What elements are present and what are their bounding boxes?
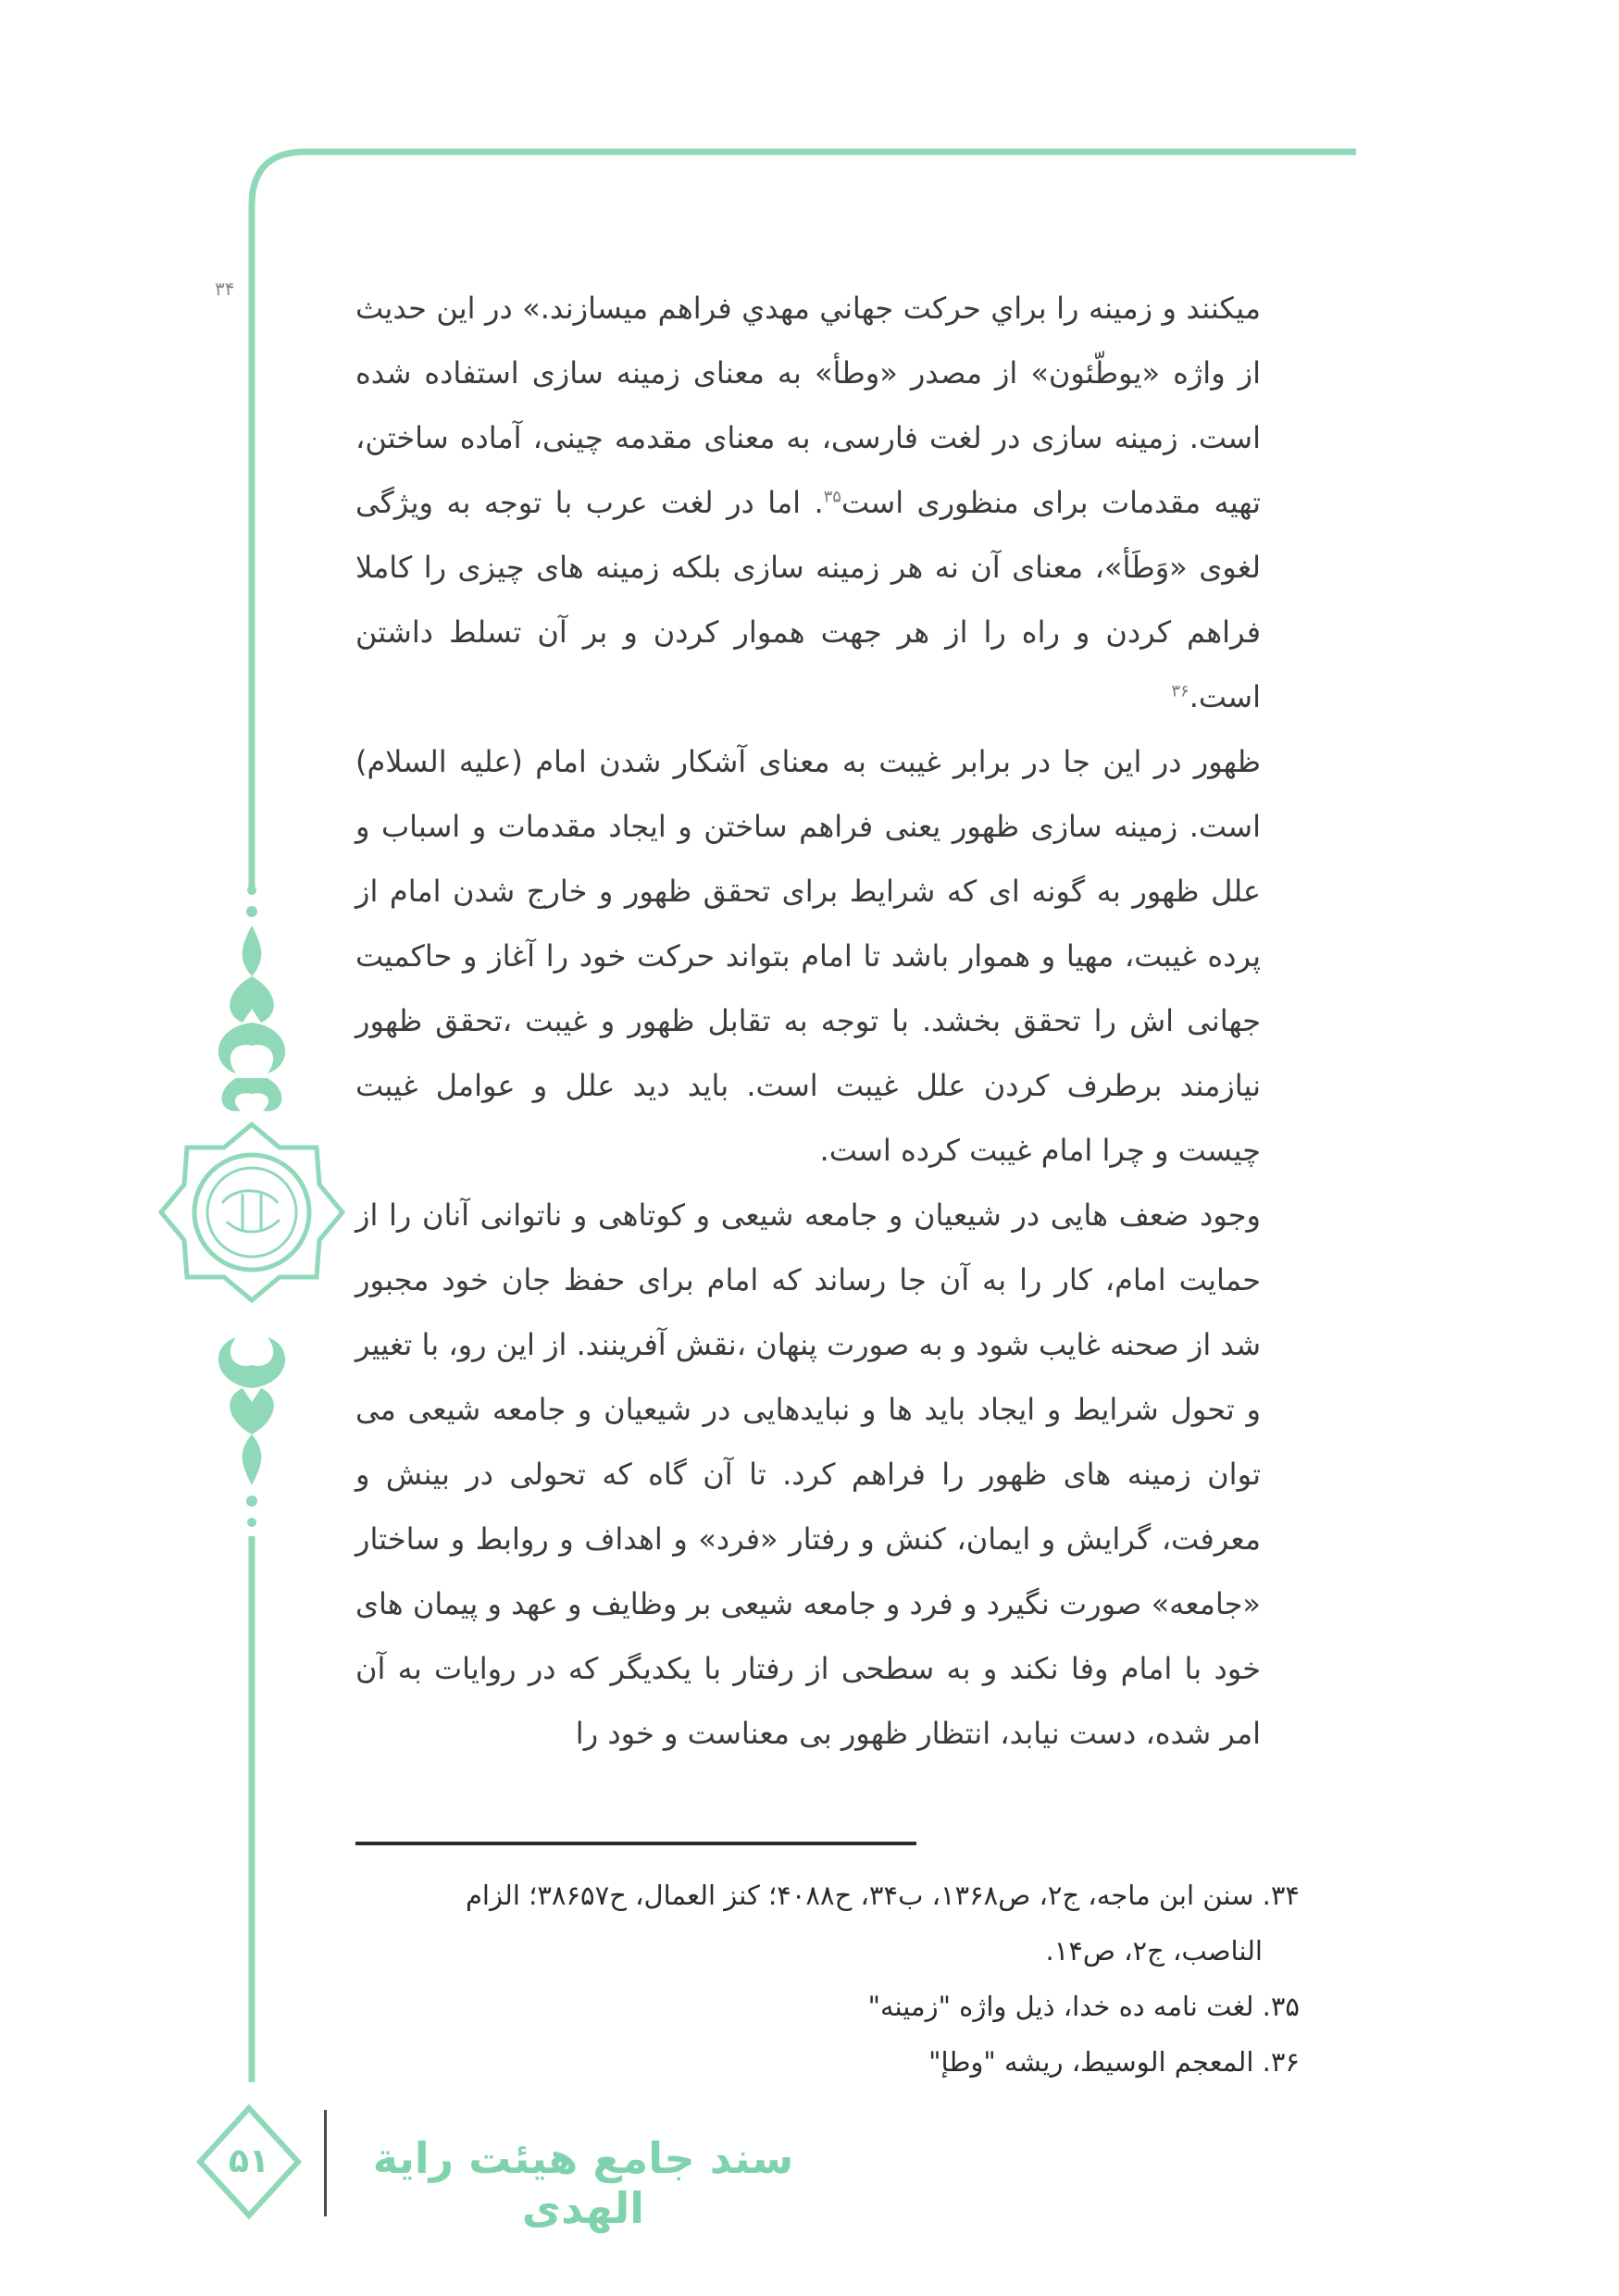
paragraph-1-text-a: میکنند و زمینه را براي حرکت جهاني مهدي فراهم میسازند.» در این حدیث از واژه «یوطّئون» از مصدر «وطأ» به معنای زمینه سازی استفاده شده است. زمینه سازی در لغت فارسی، به معنای مقدمه چینی، آماده ساختن، تهیه مقدمات برای منظوری است <box>355 291 1262 520</box>
paragraph-1 <box>355 276 1261 729</box>
margin-footnote-number: ۳۴ <box>215 278 235 300</box>
footnote-36: ۳۶. المعجم الوسیط، ریشه "وطإ" <box>928 2046 1300 2078</box>
medallion <box>161 1124 342 1300</box>
paragraph-3: وجود ضعف هایی در شیعیان و جامعه شیعی و کوتاهی و ناتوانی آنان را از حمایت امام، کار را به آن جا رساند که امام برای حفظ جان خود مجبور شد از صحنه غایب شود و به صورت پنهان ،نقش آفرینند. از این رو، با تغییر و تحول شرایط و ایجاد باید ها و نبایدهایی در شیعیان و جامعه شیعی می توان زمینه های ظهور را فراهم کرد. تا آن گاه که تحولی در بینش و معرفت، گرایش و ایمان، کنش و رفتار «فرد» و اهداف و روابط و ساختار «جامعه» صورت نگیرد و فرد و جامعه شیعی بر وظایف و عهد و پیمان های خود با امام وفا نکند و به سطحی از رفتار با یکدیگر که در روایات به آن امر شده، دست نیابد، انتظار ظهور بی معناست و خود را <box>355 1198 1261 1751</box>
paragraph-1-text-b: . اما در لغت عرب با توجه به ویژگی لغوی «وَطَأ»، معنای آن نه هر زمینه سازی بلکه زمینه های چیزی را کاملا فراهم کردن و راه را از هر جهت هموار کردن و بر آن تسلط داشتن است. <box>355 485 1261 714</box>
footnote-35: ۳۵. لغت نامه ده خدا، ذیل واژه "زمینه" <box>867 1991 1300 2022</box>
footnote-34: ۳۴. سنن ابن ماجه، ج۲، ص۱۳۶۸، ب۳۴، ح۴۰۸۸؛ کنز العمال، ح۳۸۶۵۷؛ الزام <box>465 1880 1300 1911</box>
footnote-ref-35[interactable]: ۳۵ <box>823 487 841 507</box>
page-number: ۵۱ <box>229 2142 269 2180</box>
footnote-34-continued: الناصب، ج۲، ص۱۴. <box>1045 1935 1263 1967</box>
footnote-ref-36[interactable]: ۳۶ <box>1171 681 1189 701</box>
book-title: سند جامع هیئت رایة الهدی <box>372 2133 794 2233</box>
footnote-separator <box>355 1842 916 1845</box>
body-text <box>355 276 1261 1766</box>
paragraph-2: ظهور در این جا در برابر غیبت به معنای آشکار شدن امام (علیه السلام) است. زمینه سازی ظهور یعنی فراهم ساختن و ایجاد مقدمات و اسباب و علل ظهور به گونه ای که شرایط برای تحقق ظهور و خارج شدن امام از پرده غیبت، مهیا و هموار باشد تا امام بتواند حرکت خود را آغاز و حاکمیت جهانی اش را تحقق بخشد. با توجه به تقابل ظهور و غیبت ،تحقق ظهور نیازمند برطرف کردن علل غیبت است. باید دید علل و عوامل غیبت چیست و چرا امام غیبت کرده است. <box>355 744 1261 1168</box>
footer-separator <box>324 2110 327 2216</box>
footnotes <box>355 1868 1300 2090</box>
